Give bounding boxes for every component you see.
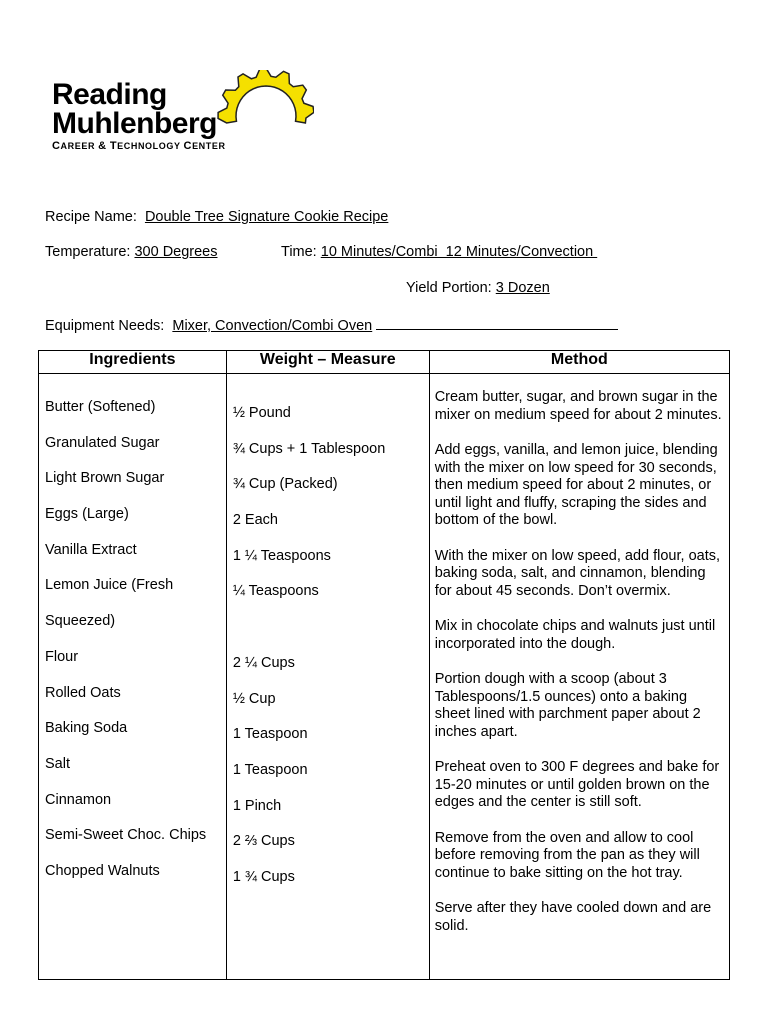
- method-step: Remove from the oven and allow to cool before removing from the pan as they will continue to bake sitting on the hot tray.: [434, 829, 700, 881]
- yield-row: [406, 279, 550, 297]
- method-step: Add eggs, vanilla, and lemon juice, blending with the mixer on low speed for 30 seconds, then medium speed for about 2 minutes, or until light and fluffy, scraping the sides and bottom of the bowl.: [434, 442, 718, 528]
- measure-item: 2 Each: [232, 512, 278, 529]
- header-weight-measure: Weight – Measure: [226, 351, 429, 374]
- header-ingredients: Ingredients: [39, 351, 227, 374]
- ingredient-item: Lemon Juice (Fresh: [45, 577, 174, 594]
- recipe-name-value: Double Tree Signature Cookie Recipe: [144, 209, 389, 225]
- equipment-row: [45, 315, 618, 335]
- ingredient-item: Chopped Walnuts: [45, 862, 160, 879]
- ingredient-item: Light Brown Sugar: [45, 470, 165, 487]
- temperature-label: Temperature:: [45, 244, 131, 260]
- ingredient-item: Granulated Sugar: [45, 434, 160, 451]
- table-header-row: [39, 351, 730, 374]
- measures-cell: [226, 374, 429, 980]
- measure-item: ¼ Teaspoons: [232, 583, 319, 600]
- temperature-value: 300 Degrees: [134, 244, 218, 260]
- gear-icon: [214, 70, 314, 162]
- ingredients-cell: [39, 374, 227, 980]
- equipment-label: Equipment Needs:: [45, 318, 165, 334]
- ingredient-item: Eggs (Large): [45, 506, 129, 523]
- measure-item: [233, 619, 429, 655]
- recipe-table: [38, 350, 730, 980]
- measure-item: 2 ¼ Cups: [232, 654, 295, 671]
- method-step: Mix in chocolate chips and walnuts just until incorporated into the dough.: [434, 618, 716, 652]
- measure-item: 1 Pinch: [232, 797, 282, 814]
- time-value: 10 Minutes/Combi 12 Minutes/Convection: [320, 244, 598, 260]
- method-step: Portion dough with a scoop (about 3 Tablespoons/1.5 ounces) onto a baking sheet lined with parchment paper about 2 inches apart.: [434, 671, 701, 740]
- measure-item: ½ Pound: [232, 405, 291, 421]
- time-label: Time:: [281, 244, 317, 260]
- ingredient-item: Baking Soda: [45, 720, 128, 737]
- equipment-blank-line: [376, 315, 618, 330]
- measure-item: 2 ⅔ Cups: [232, 833, 295, 850]
- time-row: [281, 243, 597, 261]
- measure-item: 1 Teaspoon: [232, 726, 308, 743]
- gear-shape: [218, 70, 314, 123]
- logo: [44, 66, 314, 162]
- yield-label: Yield Portion:: [406, 280, 492, 296]
- temperature-row: [45, 243, 218, 261]
- recipe-name-row: [45, 208, 388, 226]
- method-step: Cream butter, sugar, and brown sugar in the mixer on medium speed for about 2 minutes.: [434, 389, 722, 423]
- method-cell: [429, 374, 729, 980]
- ingredient-item: Vanilla Extract: [45, 541, 137, 558]
- measure-item: 1 Teaspoon: [232, 761, 308, 778]
- ingredient-item: Butter (Softened): [45, 399, 156, 415]
- ingredient-item: Squeezed): [45, 613, 116, 630]
- ingredient-item: Cinnamon: [45, 791, 112, 808]
- logo-tagline: [52, 140, 226, 152]
- logo-line2: Muhlenberg: [52, 107, 217, 140]
- measure-item: 1 ¼ Teaspoons: [232, 547, 331, 564]
- ingredient-item: Flour: [45, 648, 79, 665]
- measure-item: ½ Cup: [232, 690, 276, 707]
- logo-tagline-text: CAREER & TECHNOLOGY CENTER: [52, 140, 226, 152]
- ingredient-item: Rolled Oats: [45, 684, 121, 701]
- yield-value: 3 Dozen: [495, 280, 550, 296]
- measure-item: 1 ¾ Cups: [232, 868, 295, 885]
- measure-item: ¾ Cups + 1 Tablespoon: [232, 440, 386, 457]
- method-step: Serve after they have cooled down and are solid.: [434, 900, 712, 934]
- equipment-value: Mixer, Convection/Combi Oven: [172, 318, 373, 334]
- ingredient-item: Salt: [45, 755, 70, 772]
- ingredient-item: Semi-Sweet Choc. Chips: [45, 827, 207, 844]
- method-step: With the mixer on low speed, add flour, oats, baking soda, salt, and cinnamon, blending for about 45 seconds. Don’t overmix.: [434, 547, 721, 599]
- logo-line1: Reading: [52, 78, 167, 111]
- table-body-row: [39, 374, 730, 980]
- measure-item: ¾ Cup (Packed): [232, 476, 338, 493]
- method-step: Preheat oven to 300 F degrees and bake for 15-20 minutes or until golden brown on the edges and the center is still soft.: [434, 759, 720, 810]
- header-method: Method: [429, 351, 729, 374]
- recipe-name-label: Recipe Name:: [45, 209, 137, 225]
